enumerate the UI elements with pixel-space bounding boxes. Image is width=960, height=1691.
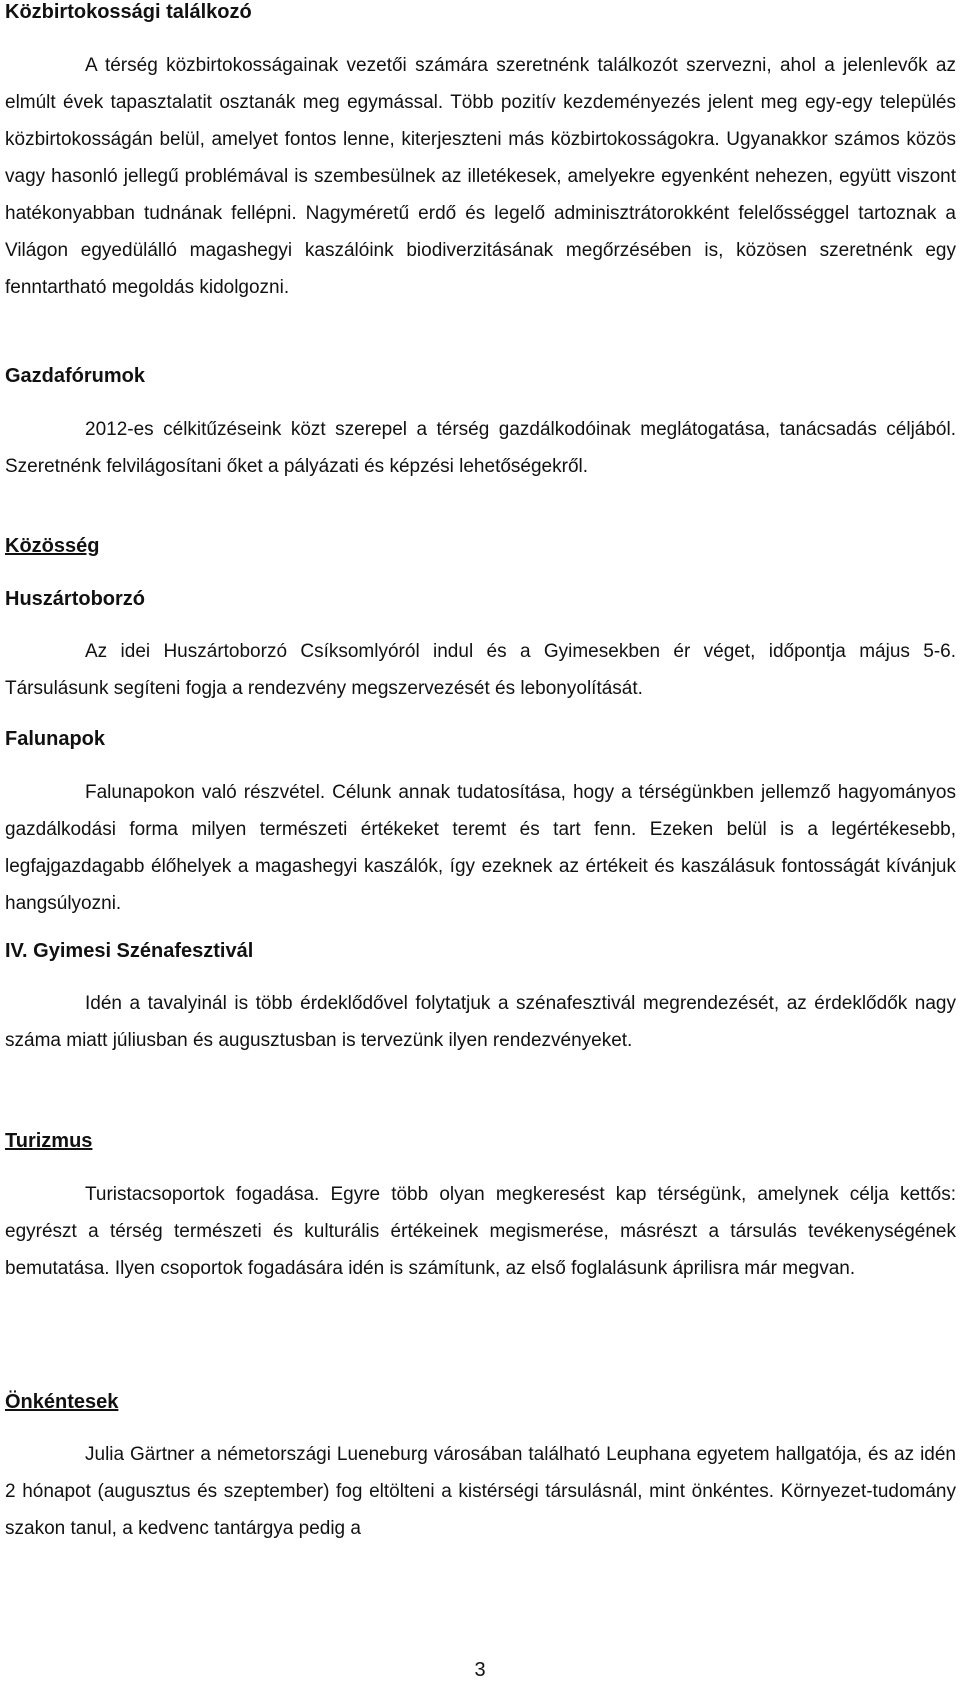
paragraph-huszartoborzo: Az idei Huszártoborzó Csíksomlyóról indul és a Gyimesekben ér véget, időpontja május 5-6. Társulásunk segíteni fogja a rendezvény megszervezését és lebonyolítását. bbox=[5, 641, 956, 699]
heading-szenafesztival: IV. Gyimesi Szénafesztivál bbox=[5, 940, 254, 962]
page-number: 3 bbox=[474, 1659, 486, 1681]
paragraph-falunapok: Falunapokon való részvétel. Célunk annak tudatosítása, hogy a térségünkben jellemző hagyományos gazdálkodási forma milyen természeti értékeket teremt és tart fenn. Ezeken belül is a legértékesebb, legfajgazdagabb élőhelyek a magashegyi kaszálók, így ezeknek az értékeit és kaszálásuk fontosságát kívánjuk hangsúlyozni. bbox=[5, 782, 956, 914]
paragraph-gazdaforumok: 2012-es célkitűzéseink közt szerepel a térség gazdálkodóinak meglátogatása, tanácsadás céljából. Szeretnénk felvilágosítani őket a pályázati és képzési lehetőségekről. bbox=[5, 419, 956, 477]
heading-kozbirtokossagi: Közbirtokossági találkozó bbox=[5, 1, 252, 23]
heading-falunapok: Falunapok bbox=[5, 728, 106, 750]
heading-huszartoborzo: Huszártoborzó bbox=[5, 588, 145, 610]
paragraph-szenafesztival: Idén a tavalyinál is több érdeklődővel folytatjuk a szénafesztivál megrendezését, az érdeklődők nagy száma miatt júliusban és augusztusban is tervezünk ilyen rendezvényeket. bbox=[5, 993, 956, 1051]
paragraph-onkentesek: Julia Gärtner a németországi Lueneburg városában található Leuphana egyetem hallgatója, és az idén 2 hónapot (augusztus és szeptember) fog eltölteni a kistérségi társulásnál, mint önkéntes. Környezet-tudomány szakon tanul, a kedvenc tantárgya pedig a bbox=[5, 1444, 956, 1539]
heading-turizmus: Turizmus bbox=[5, 1130, 93, 1152]
heading-gazdaforumok: Gazdafórumok bbox=[5, 365, 146, 387]
paragraph-kozbirtokossagi: A térség közbirtokosságainak vezetői számára szeretnénk találkozót szervezni, ahol a jelenlevők az elmúlt évek tapasztalatit osztanák meg egymással. Több pozitív kezdeményezés jelent meg egy-egy település közbirtokosságán belül, amelyet fontos lenne, kiterjeszteni más közbirtokosságokra. Ugyanakkor számos közös vagy hasonló jellegű problémával is szembesülnek az illetékesek, amelyekre egyenként nehezen, együtt viszont hatékonyabban tudnának fellépni. Nagyméretű erdő és legelő adminisztrátorokként felelősséggel tartoznak a Világon egyedülálló magashegyi kaszálóink biodiverzitásának megőrzésében is, közösen szeretnénk egy fenntartható megoldás kidolgozni. bbox=[5, 55, 956, 298]
heading-kozosseg: Közösség bbox=[5, 535, 100, 557]
heading-onkentesek: Önkéntesek bbox=[5, 1391, 119, 1413]
paragraph-turizmus: Turistacsoportok fogadása. Egyre több olyan megkeresést kap térségünk, amelynek célja kettős: egyrészt a térség természeti és kulturális értékeinek megismerése, másrészt a társulás tevékenységének bemutatása. Ilyen csoportok fogadására idén is számítunk, az első foglalásunk áprilisra már megvan. bbox=[5, 1184, 956, 1279]
